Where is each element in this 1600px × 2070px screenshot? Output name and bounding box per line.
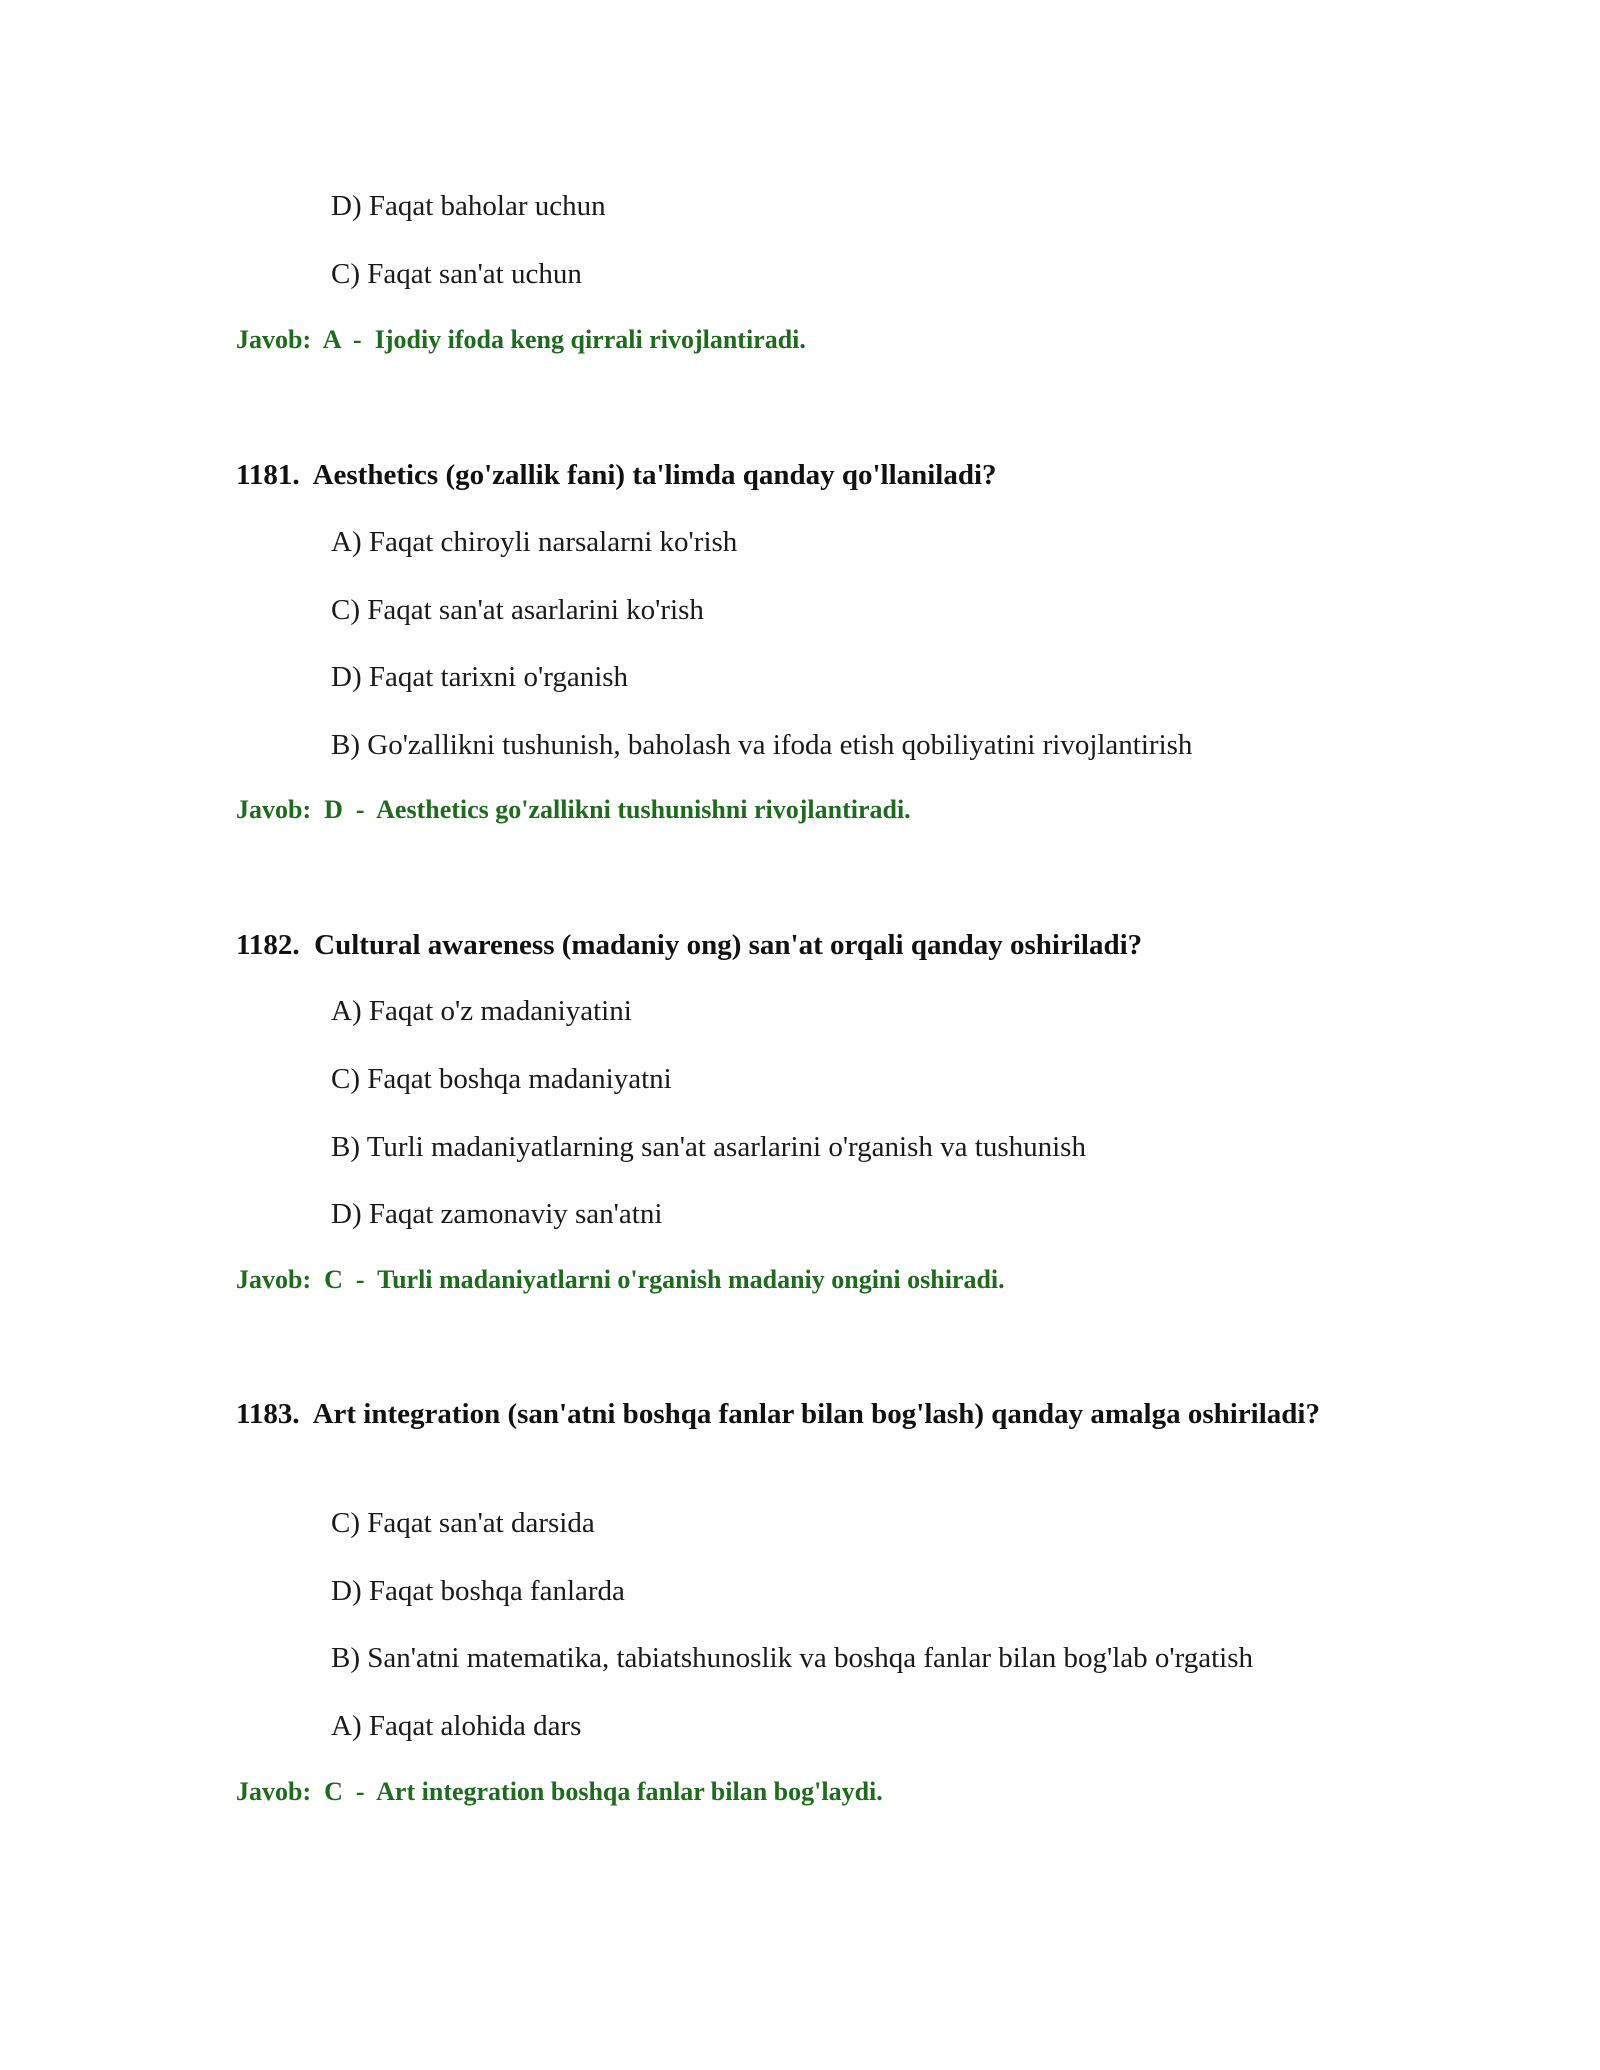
question-number: 1181.	[236, 459, 300, 491]
option-item: B) Go'zallikni tushunish, baholash va ifoda etish qobiliyatini rivojlantirish	[331, 729, 1193, 761]
answer-text: Aesthetics go'zallikni tushunishni rivojlantiradi.	[376, 795, 911, 824]
answer-line	[236, 1263, 1005, 1297]
answer-text: Ijodiy ifoda keng qirrali rivojlantiradi.	[374, 325, 806, 354]
answer-letter: A	[322, 325, 341, 354]
option-item: C) Faqat boshqa madaniyatni	[331, 1063, 672, 1095]
question-number: 1183.	[236, 1398, 300, 1430]
answer-dash: -	[355, 1265, 365, 1294]
option-item: A) Faqat o'z madaniyatini	[331, 995, 632, 1027]
answer-line	[236, 793, 911, 827]
question-number: 1182.	[236, 929, 300, 961]
question-heading	[236, 454, 1386, 496]
option-item: D) Faqat boshqa fanlarda	[331, 1575, 625, 1607]
answer-dash: -	[355, 795, 365, 824]
answer-prefix: Javob:	[236, 795, 312, 824]
answer-text: Art integration boshqa fanlar bilan bog'laydi.	[376, 1777, 883, 1806]
answer-text: Turli madaniyatlarni o'rganish madaniy ongini oshiradi.	[377, 1265, 1005, 1294]
question-heading	[236, 1393, 1386, 1435]
answer-prefix: Javob:	[236, 325, 312, 354]
option-item: B) San'atni matematika, tabiatshunoslik va boshqa fanlar bilan bog'lab o'rgatish	[331, 1642, 1253, 1674]
answer-line	[236, 1775, 883, 1809]
answer-line	[236, 323, 806, 357]
answer-letter: C	[324, 1777, 343, 1806]
answer-dash: -	[353, 325, 362, 354]
question-text: Art integration (san'atni boshqa fanlar bilan bog'lash) qanday amalga oshiriladi?	[312, 1398, 1320, 1430]
option-item: A) Faqat alohida dars	[331, 1710, 582, 1742]
option-item: B) Turli madaniyatlarning san'at asarlarini o'rganish va tushunish	[331, 1131, 1086, 1163]
answer-letter: D	[324, 795, 343, 824]
option-item: C) Faqat san'at uchun	[331, 258, 582, 290]
answer-letter: C	[324, 1265, 343, 1294]
question-heading	[236, 924, 1386, 966]
answer-prefix: Javob:	[236, 1265, 312, 1294]
option-item: D) Faqat tarixni o'rganish	[331, 661, 629, 693]
option-item: D) Faqat baholar uchun	[331, 190, 606, 222]
question-text: Aesthetics (go'zallik fani) ta'limda qanday qo'llaniladi?	[312, 459, 997, 491]
option-item: C) Faqat san'at darsida	[331, 1507, 595, 1539]
answer-prefix: Javob:	[236, 1777, 312, 1806]
option-item: D) Faqat zamonaviy san'atni	[331, 1198, 663, 1230]
option-item: C) Faqat san'at asarlarini ko'rish	[331, 594, 704, 626]
option-item: A) Faqat chiroyli narsalarni ko'rish	[331, 526, 738, 558]
question-text: Cultural awareness (madaniy ong) san'at orqali qanday oshiriladi?	[314, 929, 1143, 961]
answer-dash: -	[355, 1777, 365, 1806]
